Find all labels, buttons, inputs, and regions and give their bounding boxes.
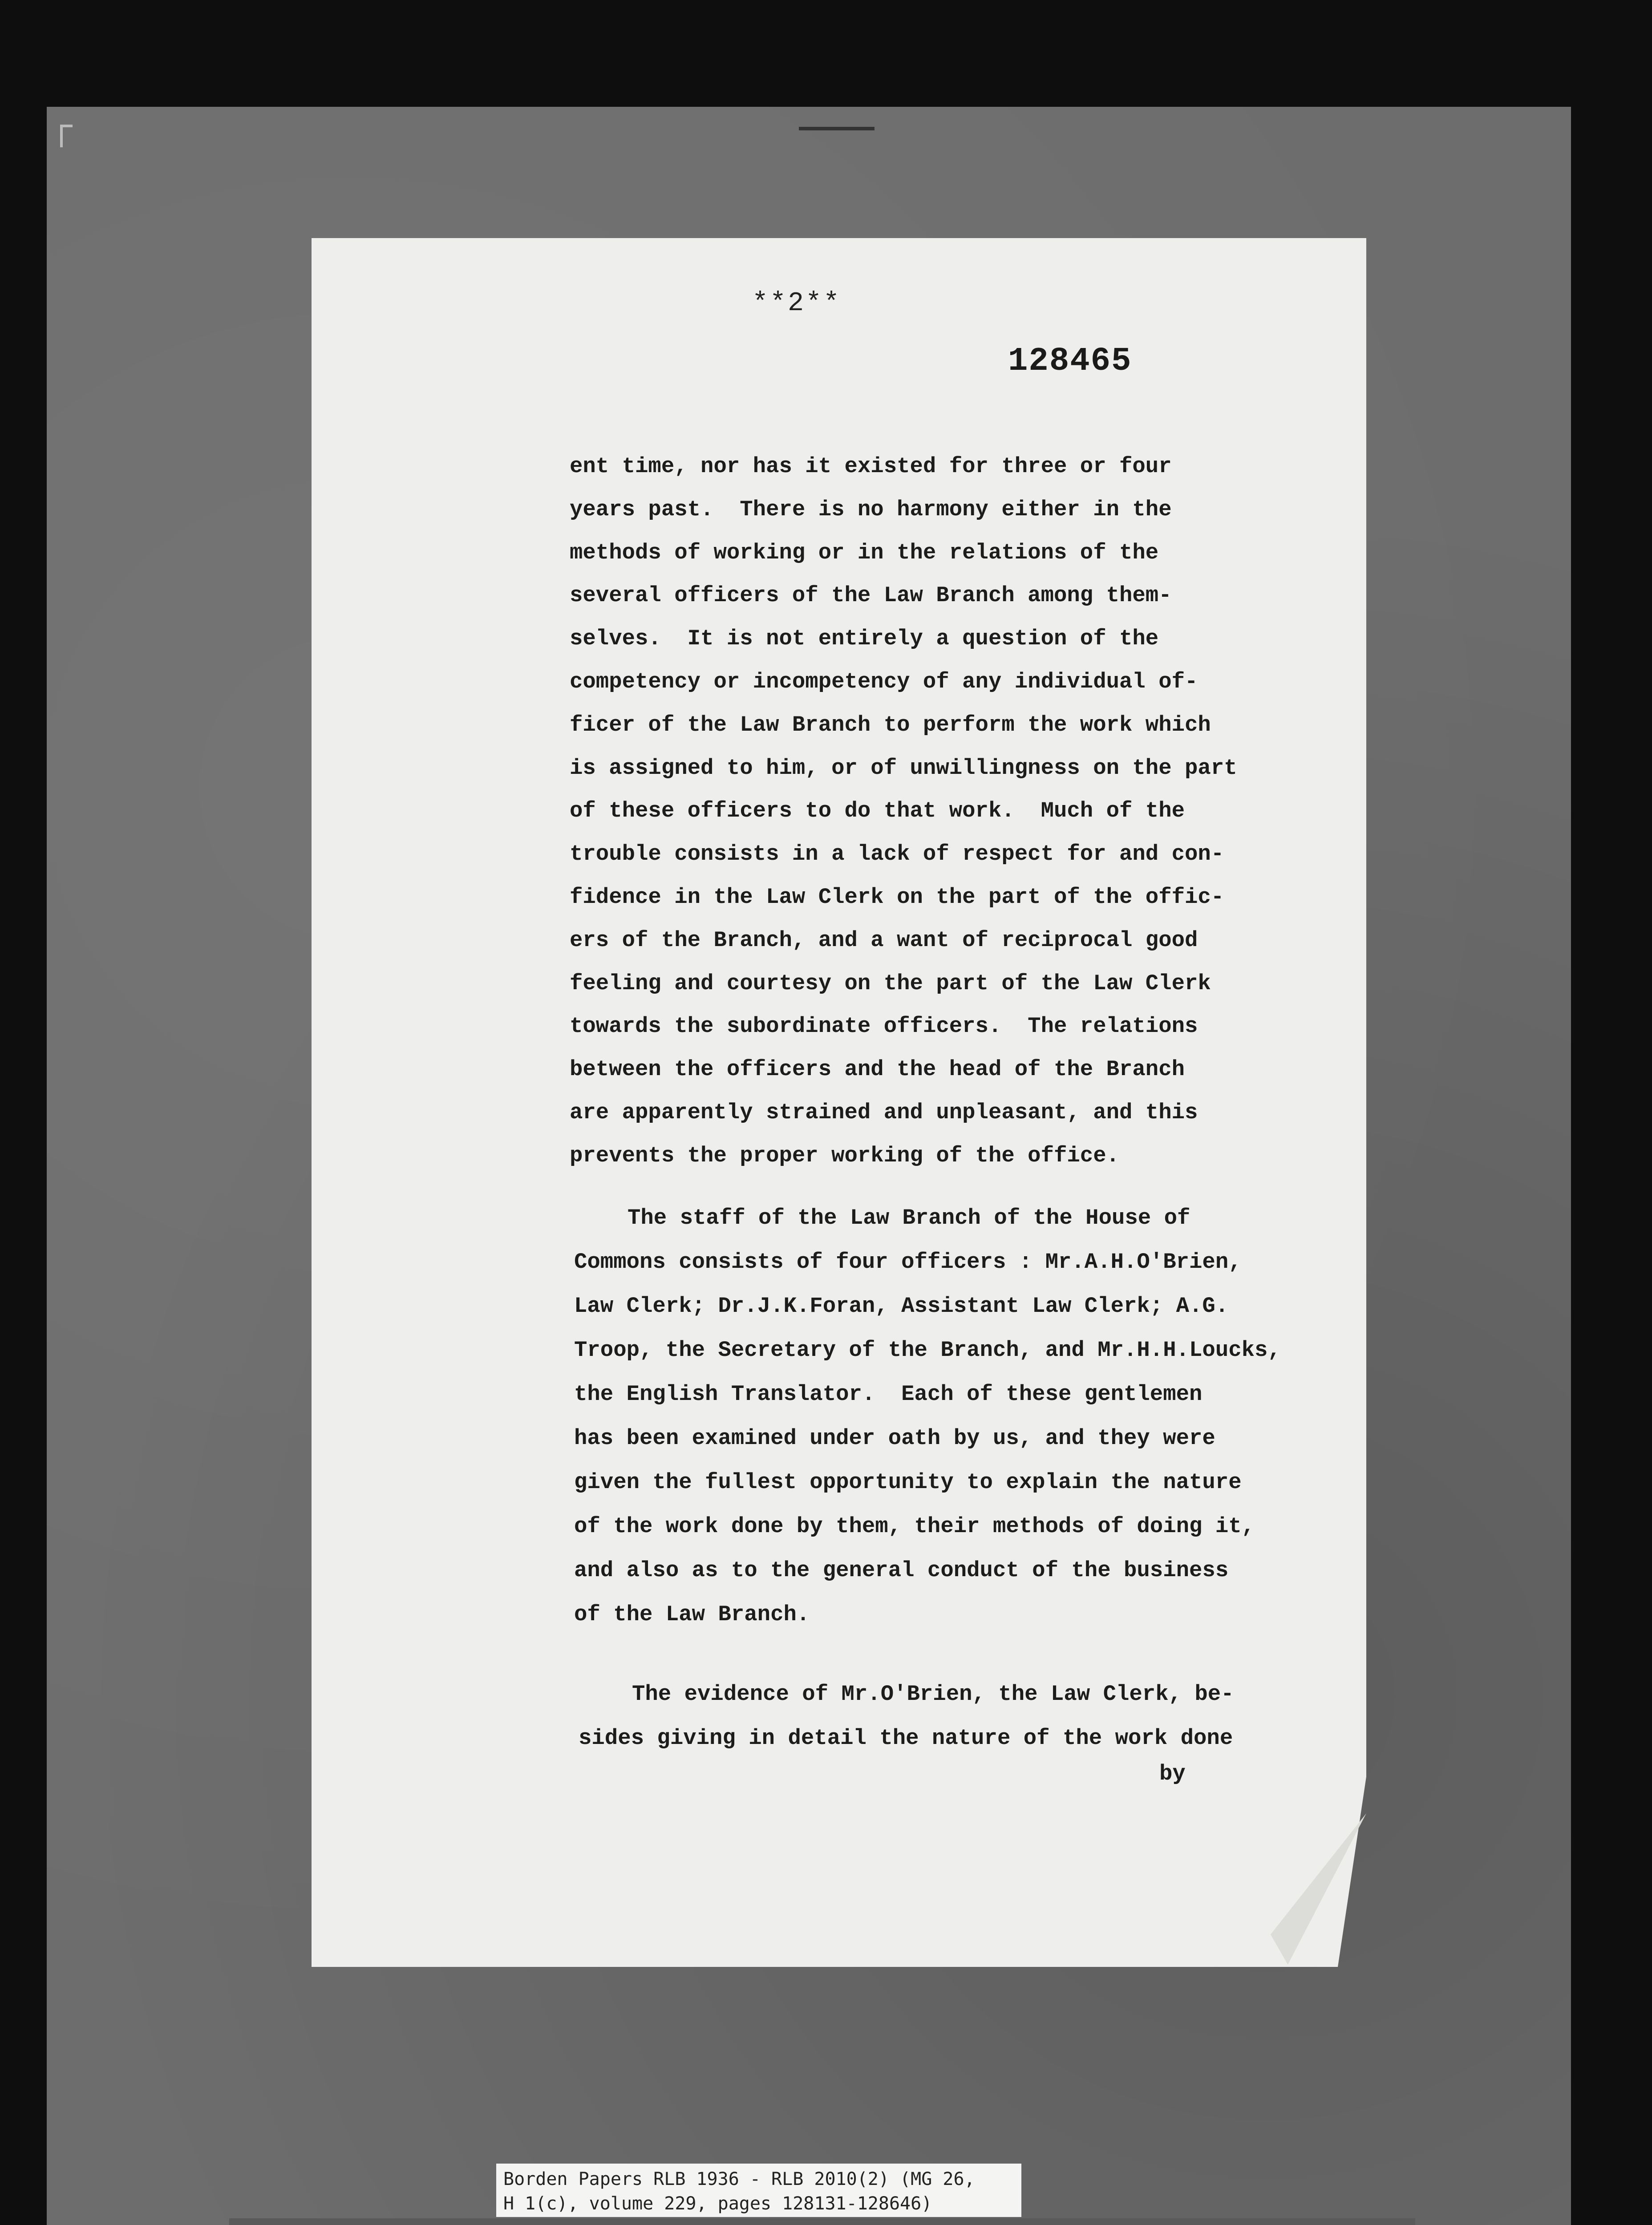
text-line: Troop, the Secretary of the Branch, and Mr.H.H.Loucks,	[574, 1338, 1281, 1363]
text-line: ers of the Branch, and a want of reciprocal good	[570, 927, 1198, 953]
text-line: given the fullest opportunity to explain the nature	[574, 1470, 1242, 1495]
paragraph-1	[570, 445, 1295, 1177]
catchword: by	[1159, 1761, 1186, 1786]
reference-label	[496, 2164, 1021, 2217]
text-line: between the officers and the head of the Branch	[570, 1057, 1185, 1082]
text-line: are apparently strained and unpleasant, and this	[570, 1100, 1198, 1125]
text-line: The staff of the Law Branch of the House of	[628, 1206, 1190, 1230]
text-line: of these officers to do that work. Much of the	[570, 798, 1185, 824]
text-line: fidence in the Law Clerk on the part of the offic-	[570, 884, 1224, 910]
text-line: has been examined under oath by us, and they were	[574, 1426, 1215, 1451]
frame-corner-mark	[60, 125, 73, 147]
text-line: and also as to the general conduct of the business	[574, 1558, 1229, 1583]
text-line: Commons consists of four officers : Mr.A.H.O'Brien,	[574, 1250, 1242, 1274]
text-line: towards the subordinate officers. The relations	[570, 1014, 1198, 1039]
text-line: the English Translator. Each of these gentlemen	[574, 1382, 1203, 1407]
text-line: ficer of the Law Branch to perform the work which	[570, 712, 1211, 737]
text-line: of the work done by them, their methods of doing it,	[574, 1514, 1255, 1539]
text-line: is assigned to him, or of unwillingness on the part	[570, 755, 1237, 781]
text-line: years past. There is no harmony either in the	[570, 497, 1172, 522]
text-line: several officers of the Law Branch among them-	[570, 583, 1172, 608]
text-line: feeling and courtesy on the part of the Law Clerk	[570, 971, 1211, 996]
stamp-frame	[229, 2218, 1415, 2225]
text-line: prevents the proper working of the office.	[570, 1143, 1120, 1168]
text-line: ent time, nor has it existed for three or four	[570, 454, 1172, 479]
text-line: competency or incompetency of any individual of-	[570, 669, 1198, 694]
page-number-mark: **2**	[752, 288, 842, 319]
text-line: of the Law Branch.	[574, 1602, 810, 1627]
text-line: The evidence of Mr.O'Brien, the Law Clerk, be-	[632, 1682, 1234, 1707]
text-line: sides giving in detail the nature of the work done	[579, 1726, 1233, 1751]
text-line: trouble consists in a lack of respect for and con-	[570, 841, 1224, 867]
text-line: selves. It is not entirely a question of the	[570, 626, 1159, 651]
text-line: methods of working or in the relations of the	[570, 540, 1159, 565]
paragraph-3	[579, 1672, 1308, 1760]
reference-line-2: H 1(c), volume 229, pages 128131-128646)	[503, 2193, 932, 2214]
paragraph-2	[574, 1196, 1308, 1637]
reference-line-1: Borden Papers RLB 1936 - RLB 2010(2) (MG 26,	[503, 2169, 975, 2189]
text-line: Law Clerk; Dr.J.K.Foran, Assistant Law Clerk; A.G.	[574, 1294, 1229, 1319]
document-number: 128465	[1008, 343, 1132, 380]
frame-top-mark	[799, 127, 875, 130]
